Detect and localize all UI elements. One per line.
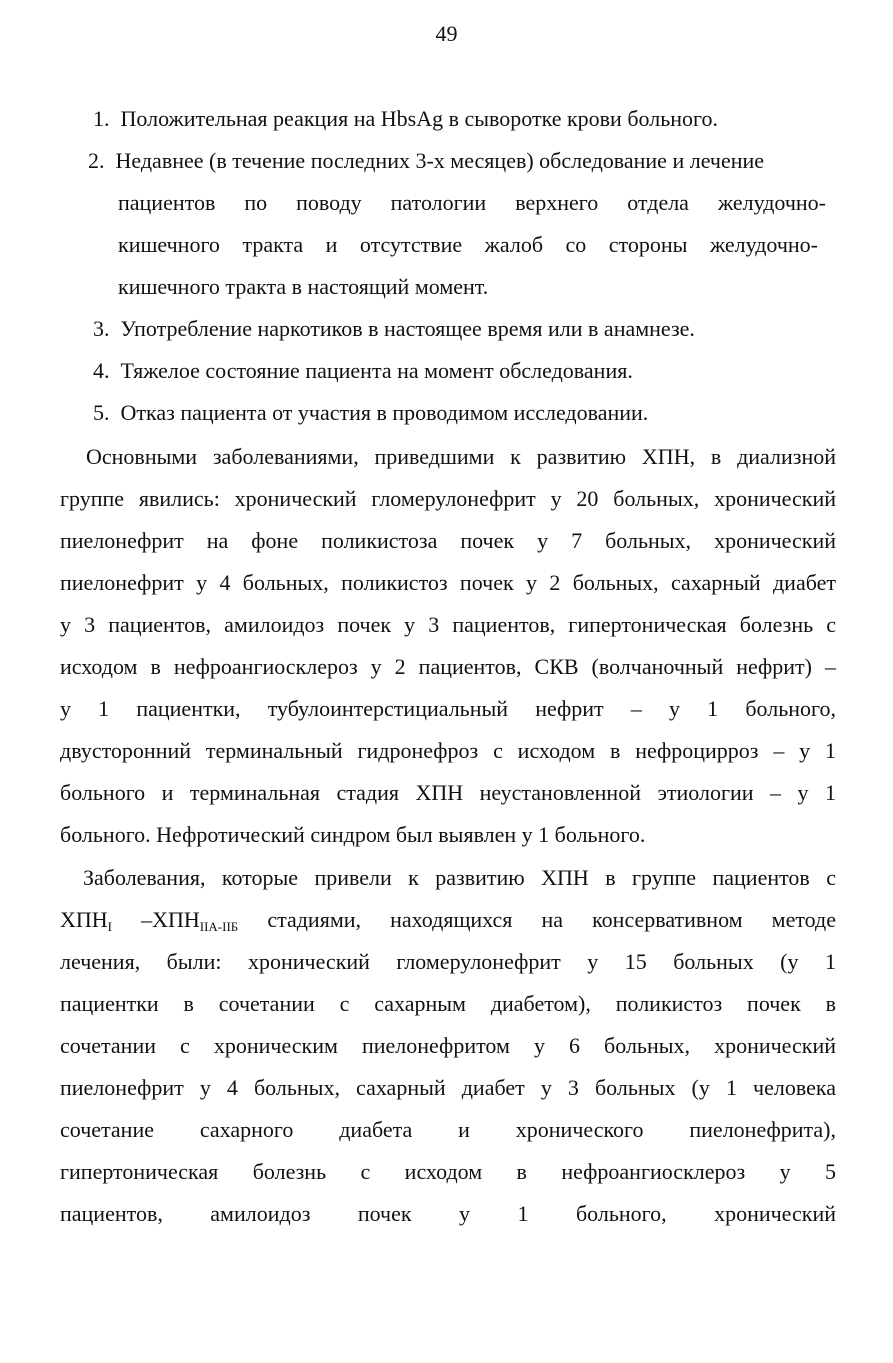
stage-text: стадиями, находящихся на консервативном методе: [238, 907, 836, 932]
paragraph-line: двусторонний терминальный гидронефроз с исходом в нефроцирроз – у 1: [60, 738, 836, 763]
list-item-5: [93, 392, 793, 434]
list-item-2-line-4: кишечного тракта в настоящий момент.: [118, 274, 489, 299]
paragraph-line: сочетание сахарного диабета и хронического пиелонефрита),: [60, 1117, 836, 1142]
paragraph-line: у 3 пациентов, амилоидоз почек у 3 пациентов, гипертоническая болезнь с: [60, 612, 836, 637]
list-text: Положительная реакция на HbsAg в сыворотке крови больного.: [120, 106, 718, 131]
paragraph-line: больного и терминальная стадия ХПН неустановленной этиологии – у 1: [60, 780, 836, 805]
list-item-2-line-2: пациентов по поводу патологии верхнего отдела желудочно-: [118, 190, 826, 215]
list-text: Тяжелое состояние пациента на момент обследования.: [120, 358, 633, 383]
list-item-2-line-3: кишечного тракта и отсутствие жалоб со стороны желудочно-: [118, 232, 818, 257]
paragraph-line: пиелонефрит на фоне поликистоза почек у 7 больных, хронический: [60, 528, 836, 553]
list-item-4: [93, 350, 793, 392]
paragraph-line: Заболевания, которые привели к развитию ХПН в группе пациентов с: [83, 865, 836, 890]
stage-subscript: I: [107, 919, 113, 934]
list-number: 1.: [93, 106, 115, 131]
list-text: Отказ пациента от участия в проводимом исследовании.: [120, 400, 649, 425]
paragraph-line: сочетании с хроническим пиелонефритом у 6 больных, хронический: [60, 1033, 836, 1058]
list-number: 4.: [93, 358, 115, 383]
list-item-1: [93, 98, 793, 140]
list-item-3: [93, 308, 793, 350]
paragraph-line: у 1 пациентки, тубулоинтерстициальный нефрит – у 1 больного,: [60, 696, 836, 721]
paragraph-line: группе явились: хронический гломерулонефрит у 20 больных, хронический: [60, 486, 836, 511]
list-number: 3.: [93, 316, 115, 341]
paragraph-line: пациентки в сочетании с сахарным диабетом), поликистоз почек в: [60, 991, 836, 1016]
page-number: 49: [435, 21, 458, 46]
paragraph-line: пиелонефрит у 4 больных, сахарный диабет у 3 больных (у 1 человека: [60, 1075, 836, 1100]
paragraph-line: исходом в нефроангиосклероз у 2 пациентов, СКВ (волчаночный нефрит) –: [60, 654, 836, 679]
list-item-2: [88, 140, 833, 182]
list-text: Употребление наркотиков в настоящее время или в анамнезе.: [120, 316, 695, 341]
paragraph-line: пиелонефрит у 4 больных, поликистоз почек у 2 больных, сахарный диабет: [60, 570, 836, 595]
list-number: 2.: [88, 148, 110, 173]
paragraph-line: пациентов, амилоидоз почек у 1 больного, хронический: [60, 1201, 836, 1226]
paragraph-line: больного. Нефротический синдром был выявлен у 1 больного.: [60, 822, 646, 847]
paragraph-line: Основными заболеваниями, приведшими к развитию ХПН, в диализной: [86, 444, 836, 469]
paragraph-line: лечения, были: хронический гломерулонефрит у 15 больных (у 1: [60, 949, 836, 974]
stage-text: ХПН: [60, 907, 108, 932]
paragraph-line-stages: [60, 899, 836, 941]
stage-text: –ХПН: [112, 907, 200, 932]
stage-subscript: IIА-IIБ: [199, 919, 239, 934]
list-text: Недавнее (в течение последних 3-х месяцев) обследование и лечение: [115, 148, 765, 173]
list-number: 5.: [93, 400, 115, 425]
paragraph-line: гипертоническая болезнь с исходом в нефроангиосклероз у 5: [60, 1159, 836, 1184]
